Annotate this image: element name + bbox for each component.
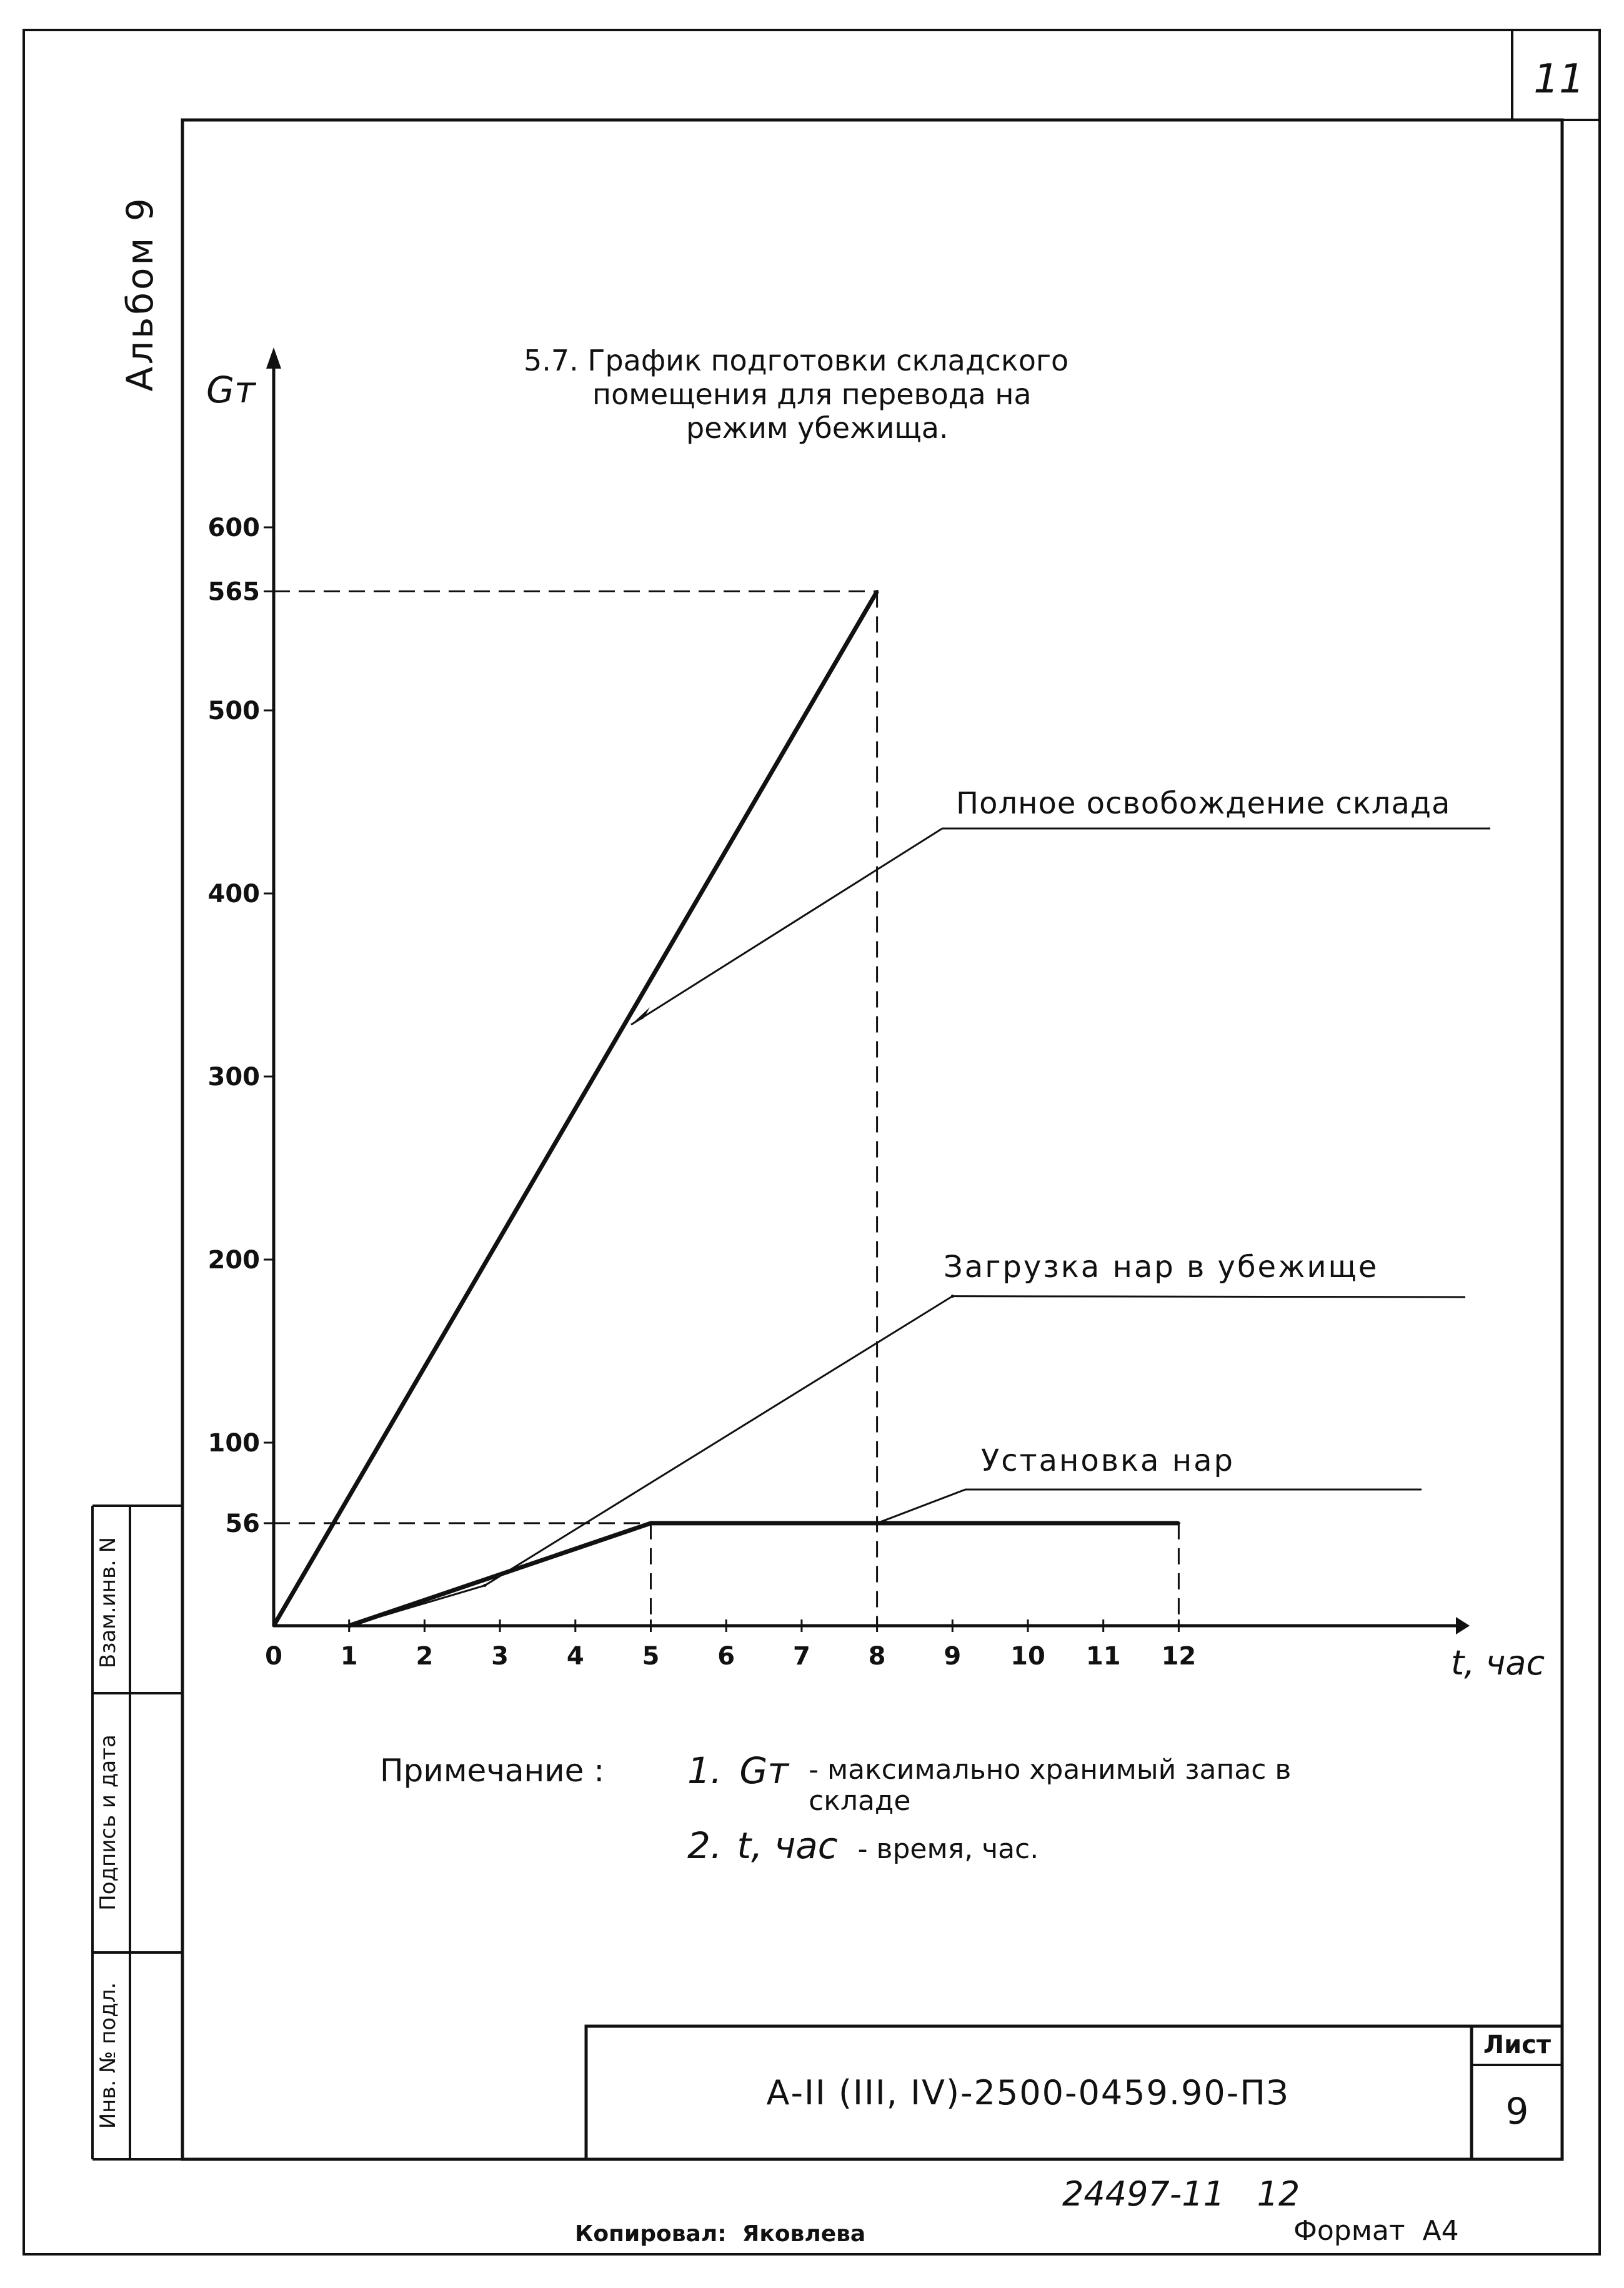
note-1-number: 1. [687, 1749, 722, 1792]
annotation-bunk-install: Установка нар [981, 1443, 1235, 1478]
y-axis-label: Gт [206, 369, 256, 411]
note-2-term: t, час [737, 1824, 838, 1867]
x-tick-label: 2 [416, 1642, 434, 1671]
x-tick-label: 4 [566, 1642, 584, 1671]
chart-title-line-3: режим убежища. [686, 411, 949, 445]
archive-number: 24497-11 12 [1062, 2174, 1300, 2214]
y-tick-label: 600 [207, 514, 260, 542]
x-tick-label: 5 [642, 1642, 660, 1671]
x-tick-label: 8 [868, 1642, 886, 1671]
chart-title-line-1: 5.7. График подготовки складского [524, 344, 1069, 377]
series-point-1 [875, 590, 879, 593]
note-2-text: - время, час. [857, 1833, 1039, 1865]
album-label: Альбом 9 [119, 196, 161, 392]
y-tick-label: 200 [207, 1246, 260, 1275]
leader-lines [631, 828, 1490, 1523]
series-point-2 [483, 1584, 486, 1587]
sheet-header: Лист [1483, 2031, 1552, 2059]
series-point-3 [347, 1624, 351, 1628]
tick-labels [208, 514, 1197, 1671]
note-1-term: Gт [739, 1749, 789, 1792]
note-1 [687, 1749, 1358, 1817]
y-tick-label: 565 [207, 577, 260, 607]
x-tick-label: 0 [265, 1642, 282, 1671]
annotation-bunk-loading: Загрузка нар в убежище [944, 1250, 1379, 1285]
note-1-text: - максимально хранимый запас в складе [809, 1754, 1292, 1817]
page-corner-number: 11 [1533, 56, 1585, 102]
series-point-3 [649, 1521, 652, 1525]
axes [264, 347, 1470, 1634]
x-tick-label: 6 [717, 1642, 735, 1671]
sheet-number: 9 [1505, 2090, 1529, 2132]
x-axis-arrow [1456, 1617, 1470, 1634]
note-2-number: 2. [687, 1824, 722, 1867]
x-axis-label: t, час [1451, 1643, 1545, 1683]
copied-by: Копировал: Яковлева [575, 2221, 866, 2247]
format-label: Формат А4 [1293, 2215, 1459, 2247]
leader-full-release [631, 828, 1490, 1025]
x-tick-label: 3 [491, 1642, 509, 1671]
x-tick-label: 7 [792, 1642, 810, 1671]
y-tick-label: 300 [207, 1063, 260, 1092]
x-tick-label: 1 [340, 1642, 358, 1671]
stamp-label-signature-date: Подпись и дата [96, 1734, 121, 1911]
chart-title [524, 344, 1211, 445]
stamp-label-replacement-inventory: Взам.инв. N [96, 1536, 121, 1669]
note-2 [687, 1824, 1039, 1867]
stamp-label-original-inventory: Инв. № подл. [96, 1982, 121, 2129]
leader-bunk-install [877, 1490, 1422, 1523]
chart-title-line-2: помещения для перевода на [592, 377, 1032, 411]
series-line-1 [274, 592, 877, 1626]
x-tick-label: 12 [1161, 1642, 1197, 1671]
series-point-3 [1177, 1521, 1180, 1525]
y-tick-label: 100 [207, 1429, 260, 1458]
y-tick-label: 500 [207, 697, 260, 725]
x-tick-label: 10 [1010, 1642, 1045, 1671]
series-point-1 [272, 1624, 276, 1628]
x-tick-label: 9 [944, 1642, 962, 1671]
notes-heading: Примечание : [380, 1753, 605, 1789]
annotation-full-release: Полное освобождение склада [956, 786, 1451, 821]
document-code: А-II (III, IV)-2500-0459.90-ПЗ [766, 2073, 1290, 2112]
y-axis-arrow [266, 347, 281, 369]
series-line-3 [349, 1523, 1179, 1626]
x-tick-label: 11 [1085, 1642, 1121, 1671]
leader-bunk-loading [952, 1296, 1465, 1297]
y-tick-label: 56 [225, 1509, 260, 1538]
y-tick-label: 400 [207, 880, 260, 908]
